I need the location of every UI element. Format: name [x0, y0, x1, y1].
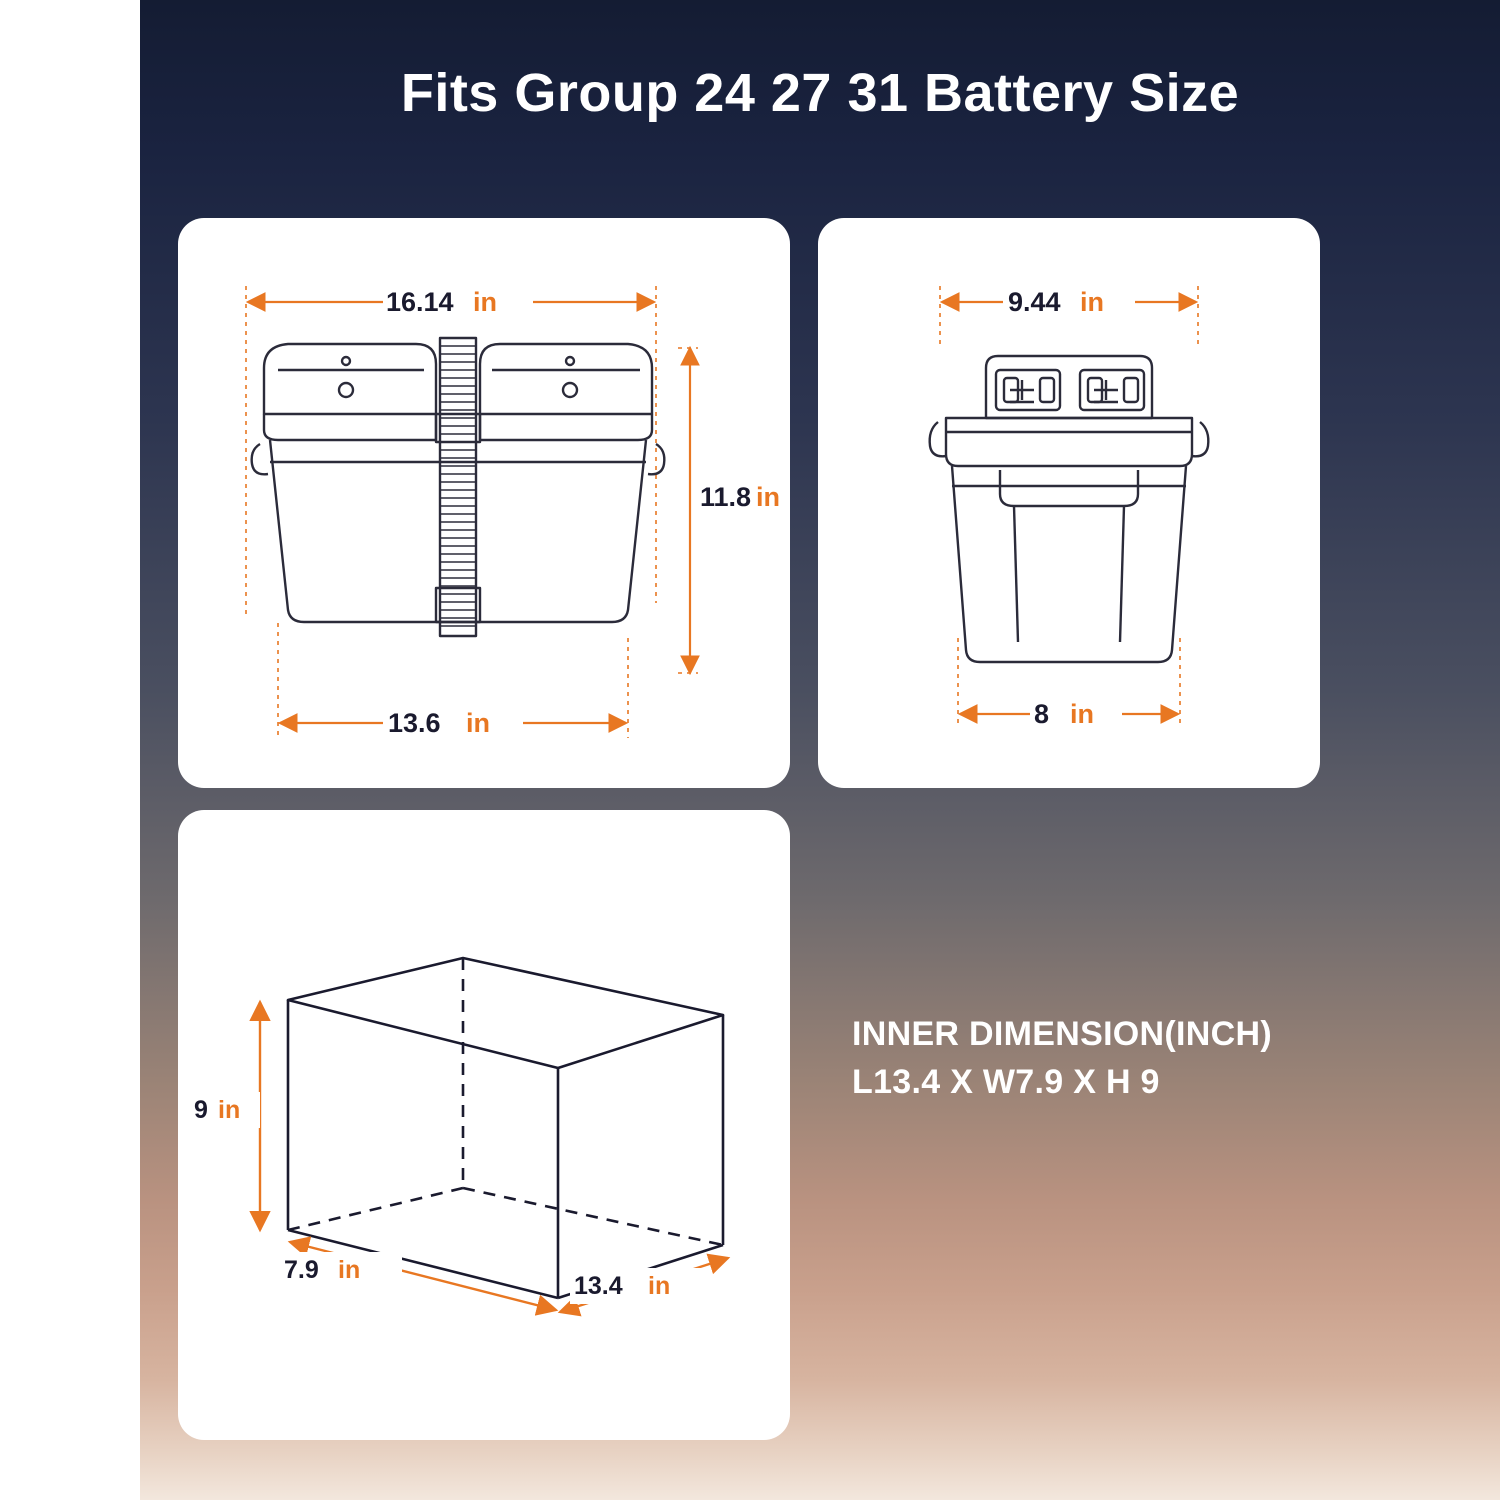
dimension-height — [188, 1002, 260, 1230]
dimension-top-width — [248, 284, 654, 320]
dimension-top-width — [942, 284, 1196, 320]
battery-box-drawing — [252, 338, 665, 636]
dim-unit: in — [473, 287, 497, 317]
dim-value: 13.6 — [388, 708, 441, 738]
dim-value: 16.14 — [386, 287, 454, 317]
dimension-length — [560, 1258, 728, 1312]
dim-value: 7.9 — [284, 1256, 319, 1284]
card-front-view — [178, 218, 790, 788]
page-title: Fits Group 24 27 31 Battery Size — [400, 63, 1240, 123]
card-inner-dimension — [178, 810, 790, 1440]
dim-value: 8 — [1034, 699, 1050, 729]
card-side-view — [818, 218, 1320, 788]
dim-unit: in — [1070, 699, 1094, 729]
dim-value: 9 — [194, 1096, 208, 1124]
dimension-bottom-width — [280, 705, 626, 741]
dimension-height — [690, 348, 780, 673]
dim-value: 11.8 — [700, 482, 752, 512]
inner-dimension-text — [852, 1010, 1472, 1107]
dim-unit: in — [338, 1256, 361, 1284]
dimension-bottom-width — [960, 696, 1178, 732]
inner-dimension-line1: INNER DIMENSION(INCH) — [852, 1015, 1272, 1053]
dimension-depth — [280, 1242, 556, 1310]
battery-box-side-drawing — [930, 356, 1209, 662]
dim-unit: in — [756, 482, 780, 512]
box-wireframe — [288, 958, 723, 1298]
dim-value: 9.44 — [1008, 287, 1061, 317]
dim-unit: in — [1080, 287, 1104, 317]
dim-unit: in — [466, 708, 490, 738]
dim-unit: in — [218, 1096, 241, 1124]
infographic-canvas — [140, 0, 1500, 1500]
inner-dimension-line2: L13.4 X W7.9 X H 9 — [852, 1063, 1160, 1102]
dim-value: 13.4 — [574, 1272, 623, 1300]
dim-unit: in — [648, 1272, 671, 1300]
